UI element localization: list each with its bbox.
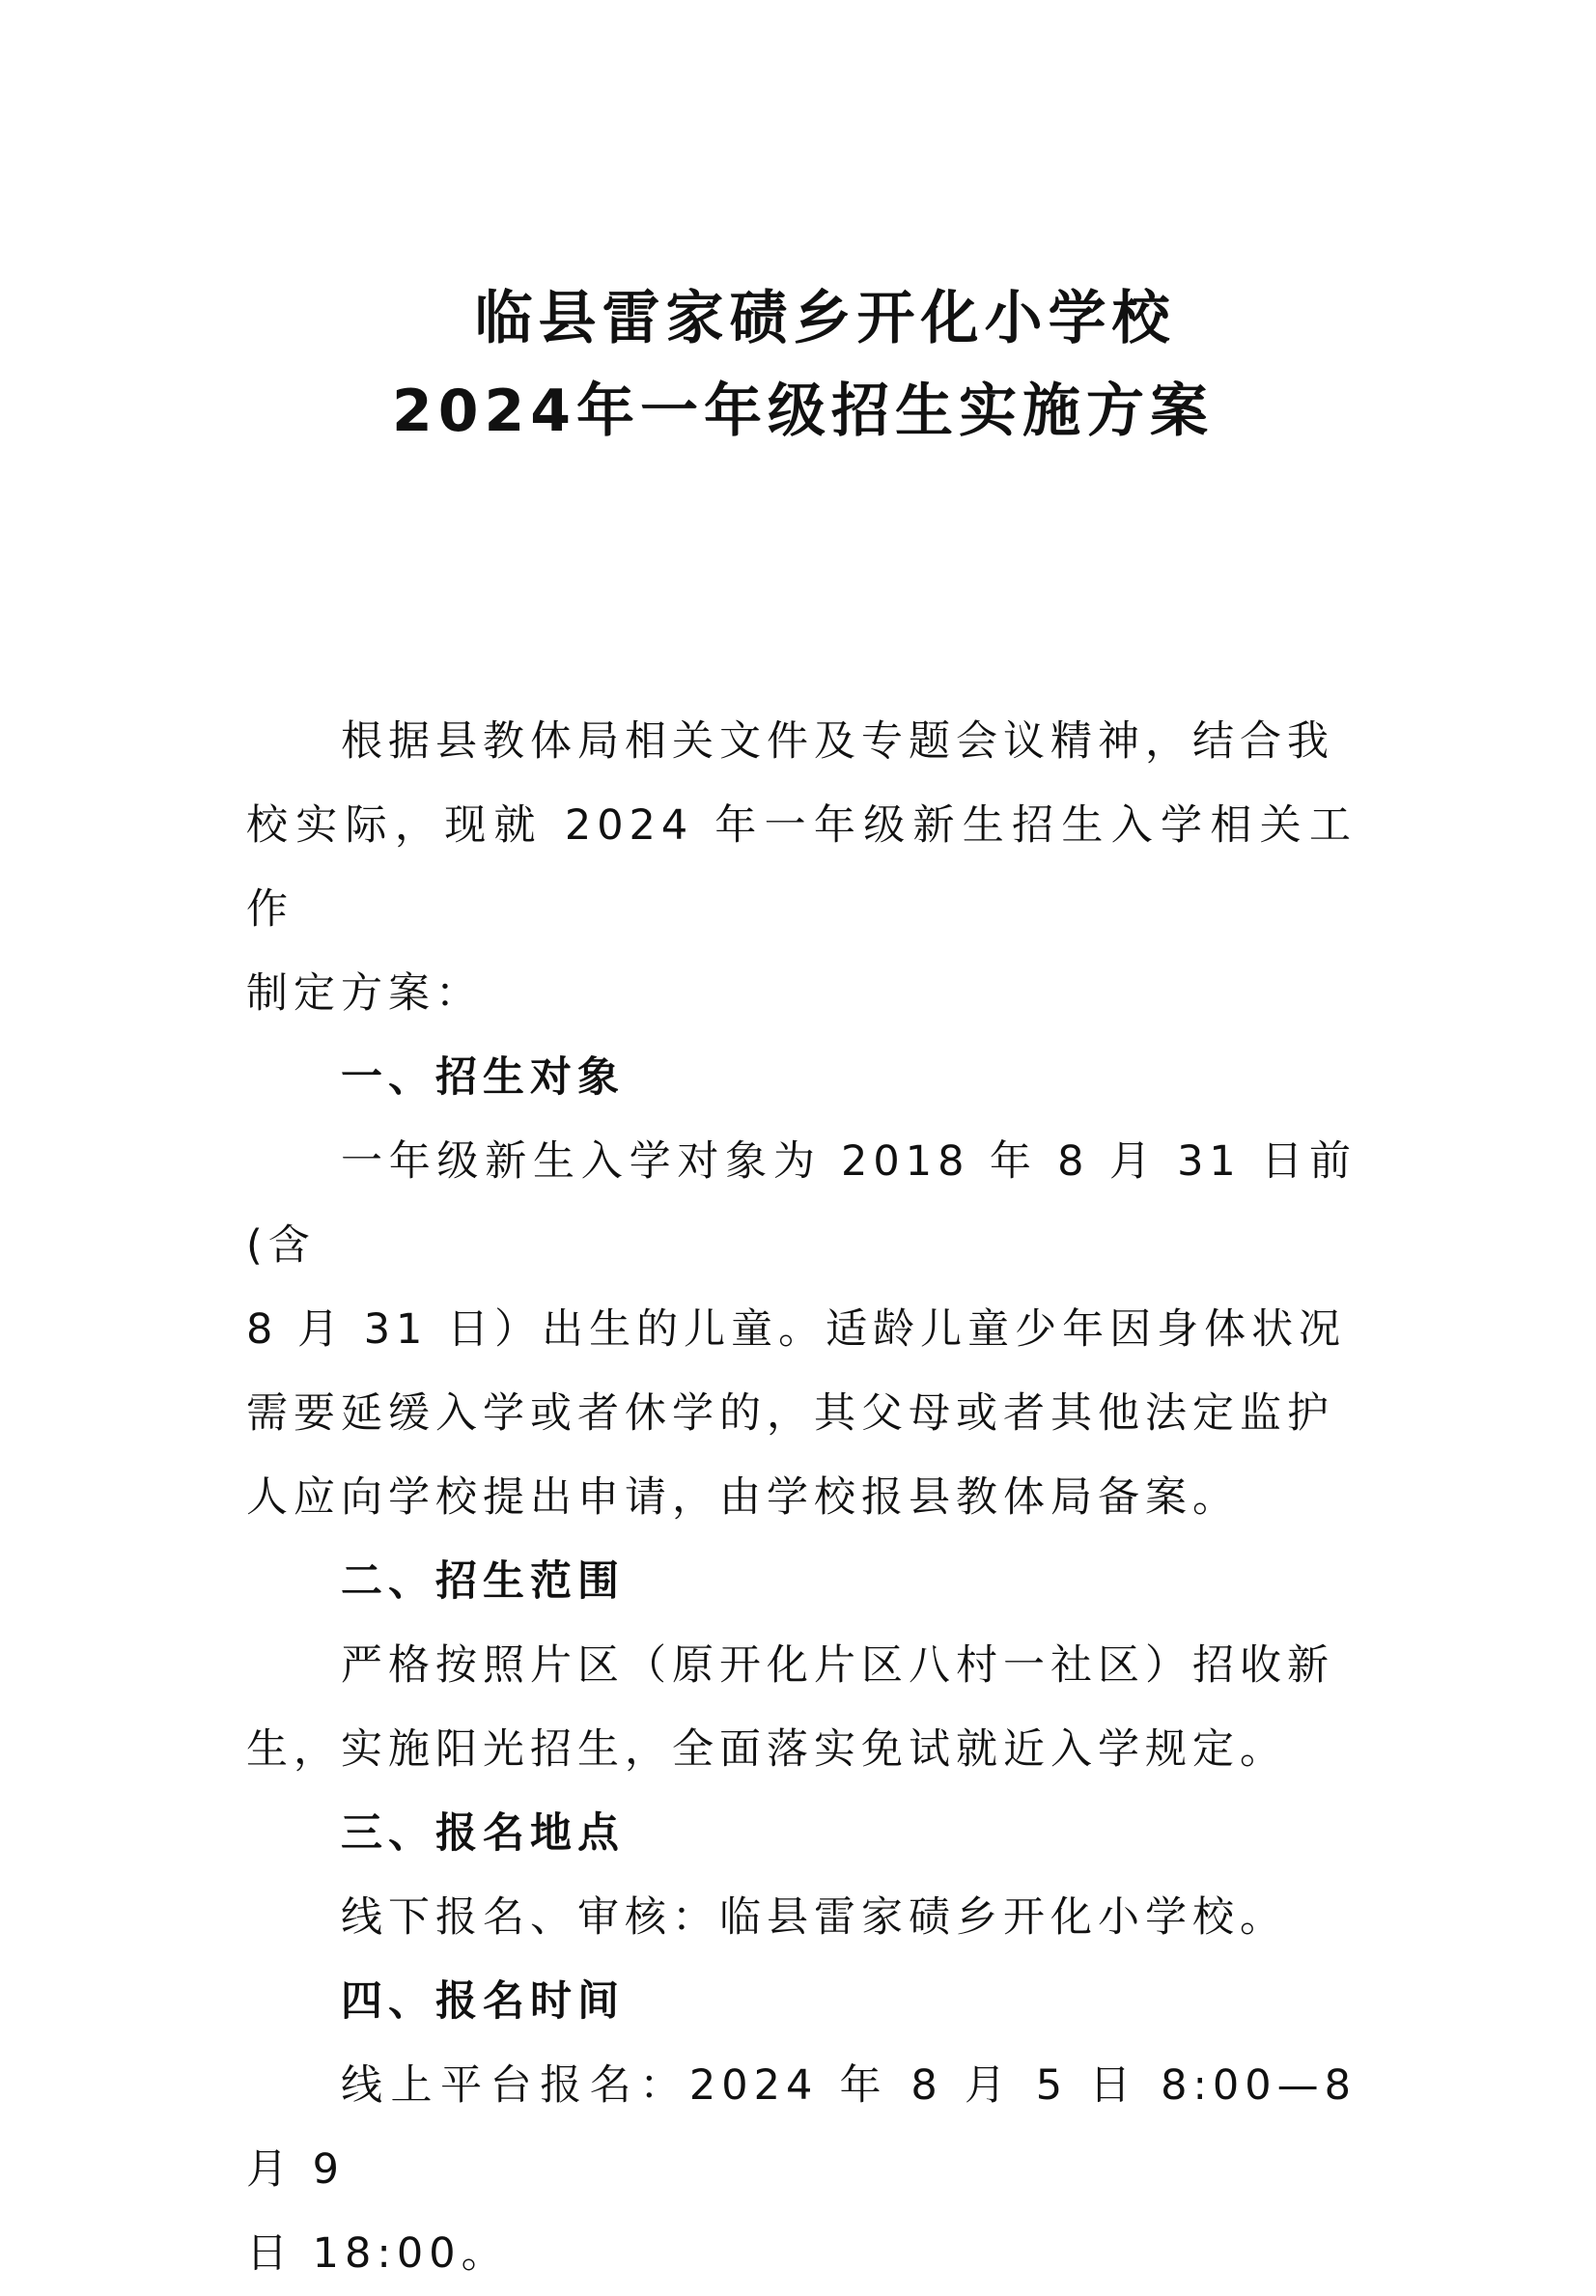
- section-1-paragraph: [246, 1120, 1357, 1540]
- section-3-line-1: 线下报名、审核：临县雷家碛乡开化小学校。: [341, 1893, 1287, 1942]
- intro-line-3: 制定方案：: [246, 969, 483, 1018]
- section-4-line-1: 线上平台报名：2024 年 8 月 5 日 8:00—8 月 9: [246, 2061, 1357, 2194]
- intro-line-1: 根据县教体局相关文件及专题会议精神，结合我: [341, 717, 1334, 766]
- section-4-heading: 四、报名时间: [341, 1977, 625, 2026]
- document-body: [246, 700, 1357, 2296]
- section-4-paragraph: [246, 2044, 1357, 2296]
- section-1-line-3: 需要延缓入学或者休学的，其父母或者其他法定监护: [246, 1389, 1334, 1438]
- section-1-line-2: 8 月 31 日）出生的儿童。适龄儿童少年因身体状况: [246, 1305, 1347, 1354]
- section-2-heading: 二、招生范围: [341, 1557, 625, 1606]
- title-line-2: 2024年一年级招生实施方案: [392, 378, 1214, 445]
- section-1-heading: 一、招生对象: [341, 1053, 625, 1102]
- section-3-paragraph: [246, 1876, 1357, 1960]
- section-2-paragraph: [246, 1624, 1357, 1792]
- section-1-line-4: 人应向学校提出申请，由学校报县教体局备案。: [246, 1473, 1240, 1522]
- section-2-line-2: 生，实施阳光招生，全面落实免试就近入学规定。: [246, 1725, 1287, 1774]
- section-3-heading: 三、报名地点: [341, 1809, 625, 1858]
- title-line-1: 临县雷家碛乡开化小学校: [474, 285, 1176, 352]
- section-2-line-1: 严格按照片区（原开化片区八村一社区）招收新: [341, 1641, 1334, 1690]
- intro-line-2: 校实际，现就 2024 年一年级新生招生入学相关工作: [246, 801, 1357, 934]
- intro-paragraph: [246, 700, 1357, 1036]
- document-title: [0, 272, 1596, 458]
- section-1-line-1: 一年级新生入学对象为 2018 年 8 月 31 日前(含: [246, 1137, 1357, 1270]
- section-4-line-2: 日 18:00。: [246, 2229, 509, 2278]
